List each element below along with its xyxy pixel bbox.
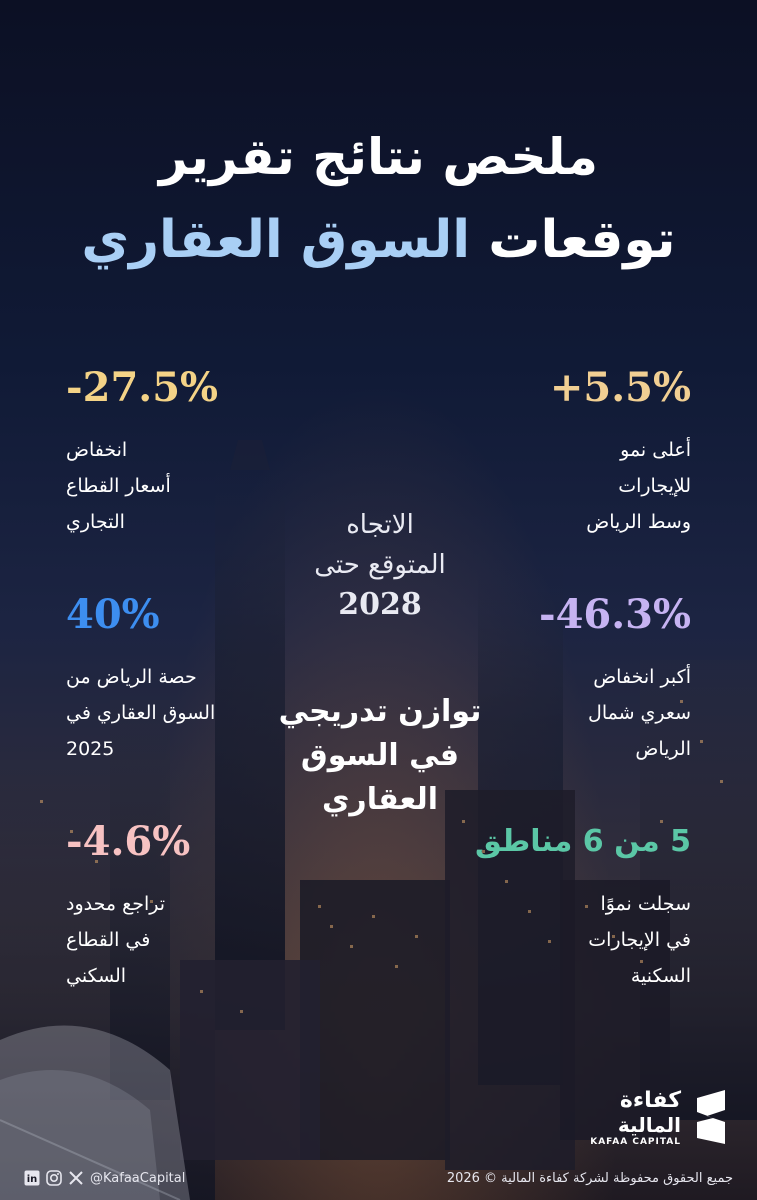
logo-line-2: المالية <box>617 1113 681 1137</box>
logo-line-1: كفاءة <box>619 1088 681 1113</box>
stat-value: 27.5%- <box>66 364 219 411</box>
stat-north-drop <box>539 593 691 767</box>
stat-value: 4.6%- <box>66 818 191 865</box>
stat-description: سجلت نموًا في الإيجارات السكنية <box>588 893 691 987</box>
stat-value: 5 من 6 مناطق <box>474 824 691 859</box>
title-line-1: ملخص نتائج تقرير <box>159 128 598 186</box>
stat-description: أعلى نمو للإيجارات وسط الرياض <box>586 439 691 533</box>
stat-description: تراجع محدود في القطاع السكني <box>66 893 165 987</box>
stat-value: 5.5%+ <box>549 364 691 411</box>
center-trend-label <box>260 505 500 625</box>
copyright: جميع الحقوق محفوظة لشركة كفاءة المالية © 2026 <box>446 1171 733 1186</box>
stat-residential-drop <box>66 820 190 994</box>
stat-commercial-drop <box>66 366 218 540</box>
stat-riyadh-share <box>66 593 215 767</box>
stat-description: حصة الرياض من السوق العقاري في 2025 <box>66 666 216 760</box>
title-line-2-text: توقعات <box>488 210 676 270</box>
center-line-1: الاتجاه <box>346 510 414 540</box>
logo-text <box>590 1089 681 1147</box>
stat-description: انخفاض أسعار القطاع التجاري <box>66 439 171 533</box>
stat-value: 46.3%- <box>538 591 691 638</box>
stat-description: أكبر انخفاض سعري شمال الرياض <box>588 666 691 760</box>
linkedin-icon[interactable] <box>24 1170 40 1186</box>
x-icon[interactable] <box>68 1170 84 1186</box>
logo-line-3: KAFAA CAPITAL <box>590 1137 681 1147</box>
instagram-icon[interactable] <box>46 1170 62 1186</box>
title-line-2 <box>0 210 757 270</box>
social-links <box>24 1170 185 1186</box>
stat-rent-growth <box>550 366 691 540</box>
stat-regions <box>475 820 691 994</box>
center-line-2: المتوقع حتى <box>314 550 446 580</box>
svg-text:in: in <box>26 1174 38 1185</box>
logo-mark-icon <box>691 1088 731 1148</box>
center-headline: توازن تدريجي في السوق العقاري <box>278 694 482 817</box>
title-accent: السوق العقاري <box>81 210 471 270</box>
stat-value: 40% <box>66 591 160 638</box>
kafaa-logo <box>590 1088 731 1148</box>
social-handle[interactable]: @KafaaCapital <box>90 1170 186 1186</box>
center-year: 2028 <box>338 587 422 622</box>
